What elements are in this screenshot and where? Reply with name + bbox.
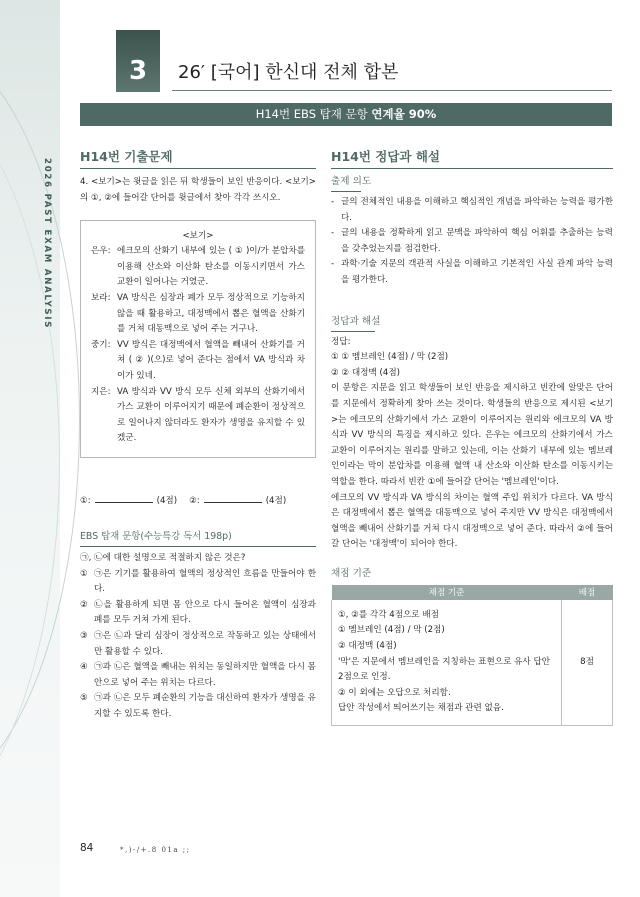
scoring-table [331,585,613,726]
intent-item [331,257,613,288]
dash: - [331,228,335,239]
choice-item [80,598,316,629]
table-header-criteria: 채점 기준 [332,585,562,600]
page-number: 84 [80,842,94,854]
section-rule [331,168,613,169]
ebs-title: EBS 탑재 문항(수능특강 독서 198p) [80,531,232,542]
footer-code: *,)-/+.8 01a ;; [120,846,191,854]
bogi-line [91,338,305,385]
choice-number: ② [80,599,88,610]
subsection-rule [331,331,375,332]
answer-title: 정답과 해설 [331,315,381,327]
question-text: 4. <보기>는 윗글을 읽은 뒤 학생들이 보인 반응이다. <보기>의 ①, ②에 들어갈 단어를 윗글에서 찾아 각각 쓰시오. [80,177,316,203]
bogi-line [91,291,305,338]
ebs-question: ㉠, ㉡에 대한 설명으로 적절하지 않은 것은? [80,553,246,563]
bogi-line [91,385,305,447]
choice-text: ㉠은 기기를 활용하여 혈액의 정상적인 흐름을 만들어야 한다. [94,568,316,595]
explanation-text: 이 문항은 지문을 읽고 학생들이 보인 반응을 제시하고 빈칸에 알맞은 단어를 지문에서 정확하게 찾아 쓰는 것이다. 학생들의 반응으로 제시된 <보기>는 에크모의 산화기에서 가스 교환이 이루어지는 원리와 에크모의 VA 방식과 VV 방식의 특징을 제시하고 있다. 은우는 에크모의 산화기에서 가스 교환이 이루어지는 원리를 말하고 있는데, 이는 산화기 내부에 있는 멤브레인이라는 막이 분압차를 이용해 혈액 내 산소와 이산화 탄소를 이동시키는 역할을 한다. 따라서 빈칸 ①에 들어갈 단어는 '멤브레인'이다. [331,383,613,487]
choice-item [80,567,316,598]
choice-number: ① [80,568,88,579]
choice-text: ㉠은 ㉡과 달리 심장이 정상적으로 작동하고 있는 상태에서만 활용할 수 있다. [94,630,316,657]
left-column [80,147,316,506]
banner-highlight: 연계율 90% [371,107,437,121]
speaker-text: VA 방식과 VV 방식 모두 신체 외부의 산화기에서 가스 교환이 이루어지기 때문에 폐순환이 정상적으로 일어나지 않더라도 환자가 생명을 유지할 수 있겠군. [117,386,305,444]
page-title: 26′ [국어] 한신대 전체 합본 [178,62,399,83]
side-label: 2026 PAST EXAM ANALYSIS [42,158,52,330]
criteria-cell [332,600,562,726]
speaker-name: 보라: [91,292,111,303]
spacer [331,289,613,315]
bogi-line [91,244,305,291]
speaker-text: VA 방식은 심장과 폐가 모두 정상적으로 기능하지 않을 때 활용하고, 대정맥에서 뽑은 혈액을 산화기를 거쳐 대동맥으로 넣어 주는 거구나. [117,292,305,335]
table-row [332,600,613,726]
answer-1-label: ①: [80,495,91,506]
criteria-line: ①, ②를 각각 4점으로 배점 [338,609,439,620]
intent-text: 글의 내용을 정확하게 읽고 문맥을 파악하여 핵심 어휘를 추출하는 능력을 갖추었는지를 점검한다. [341,228,613,254]
intent-item [331,226,613,257]
choice-number: ⑤ [80,693,88,704]
choice-text: ㉠과 ㉡은 모두 폐순환의 기능을 대신하여 환자가 생명을 유지할 수 있도록 한다. [94,693,316,719]
choice-item [80,691,316,722]
speaker-name: 중기: [91,339,111,350]
table-header-points: 배점 [562,585,613,600]
spacer [331,553,613,567]
subsection-rule [331,191,361,192]
answer-blanks [80,494,316,506]
answer-2-label: ②: [189,495,200,506]
chapter-number: 3 [128,56,148,86]
speaker-text: VV 방식은 대정맥에서 혈액을 빼내어 산화기를 거쳐 ( ② )(으)로 넣어 준다는 점에서 VA 방식과 차이가 있네. [117,339,305,381]
right-section-title: H14번 정답과 해설 [331,149,441,164]
points-cell: 8점 [562,600,613,726]
answer-line: ① ① 멤브레인 (4점) / 막 (2점) [331,352,449,363]
choice-item [80,629,316,660]
answer-2 [189,494,286,506]
left-section-title: H14번 기출문제 [80,149,173,164]
dash: - [331,197,335,207]
choice-number: ③ [80,630,88,641]
answer-1 [80,494,177,506]
answer-1-blank[interactable] [95,494,153,503]
answer-line: ② ② 대정맥 (4점) [331,367,400,378]
speaker-text: 에크모의 산화기 내부에 있는 ( ① )이/가 분압차를 이용해 산소와 이산화 탄소를 이동시키면서 가스 교환이 일어나는 거였군. [117,246,305,288]
dash: - [331,259,335,270]
header-divider [172,90,612,91]
criteria-line: 답안 작성에서 띄어쓰기는 채점과 관련 없음. [338,703,504,714]
choice-number: ④ [80,662,88,673]
answer-2-points: (4점) [265,495,287,506]
right-column [331,147,613,726]
intent-item [331,195,613,226]
intent-title: 출제 의도 [331,176,372,187]
explanation-text-2: 에크모의 VV 방식과 VA 방식의 차이는 혈액 주입 위치가 다르다. VA 방식은 대정맥에서 뽑은 혈액을 대동맥으로 넣어 주지만 VV 방식은 대정맥에서 혈액을 빼내어 산화기를 거쳐 다시 대정맥으로 넣어 준다. 따라서 ②에 들어갈 단어는 '대정맥'이 되어야 한다. [331,492,613,550]
choice-text: ㉡을 활용하게 되면 몸 안으로 다시 들어온 혈액이 심장과 폐를 모두 거쳐 가게 된다. [94,599,316,626]
bogi-box [80,220,316,458]
criteria-line: ① 멤브레인 (4점) / 막 (2점) [338,625,445,636]
section-rule [80,546,316,547]
scoring-title: 채점 기준 [331,567,372,579]
intent-text: 글의 전체적인 내용을 이해하고 핵심적인 개념을 파악하는 능력을 평가한다. [341,197,613,223]
criteria-line: ② 대정맥 (4점) [338,641,397,652]
answer-2-blank[interactable] [204,494,262,503]
section-rule [80,168,316,169]
bogi-title: <보기> [182,231,214,242]
criteria-line: ② 이 외에는 오답으로 처리함. [338,687,451,698]
choice-item [80,660,316,691]
speaker-name: 은우: [91,246,111,257]
intent-text: 과학·기술 지문의 객관적 사실을 이해하고 기본적인 사실 관계 파악 능력을 평가한다. [341,259,613,285]
banner [80,103,612,126]
criteria-line: '막'은 지문에서 멤브레인을 지칭하는 표현으로 유사 답안 2점으로 인정. [338,656,551,683]
choice-text: ㉠과 ㉡은 혈액을 빼내는 위치는 동일하지만 혈액을 다시 몸 안으로 넣어 주는 위치는 다르다. [94,662,316,688]
answer-label: 정답: [331,336,351,347]
answer-1-points: (4점) [156,495,178,506]
ebs-block [80,530,316,723]
speaker-name: 지은: [91,386,111,397]
banner-prefix: H14번 EBS 탑재 문항 [255,107,372,121]
